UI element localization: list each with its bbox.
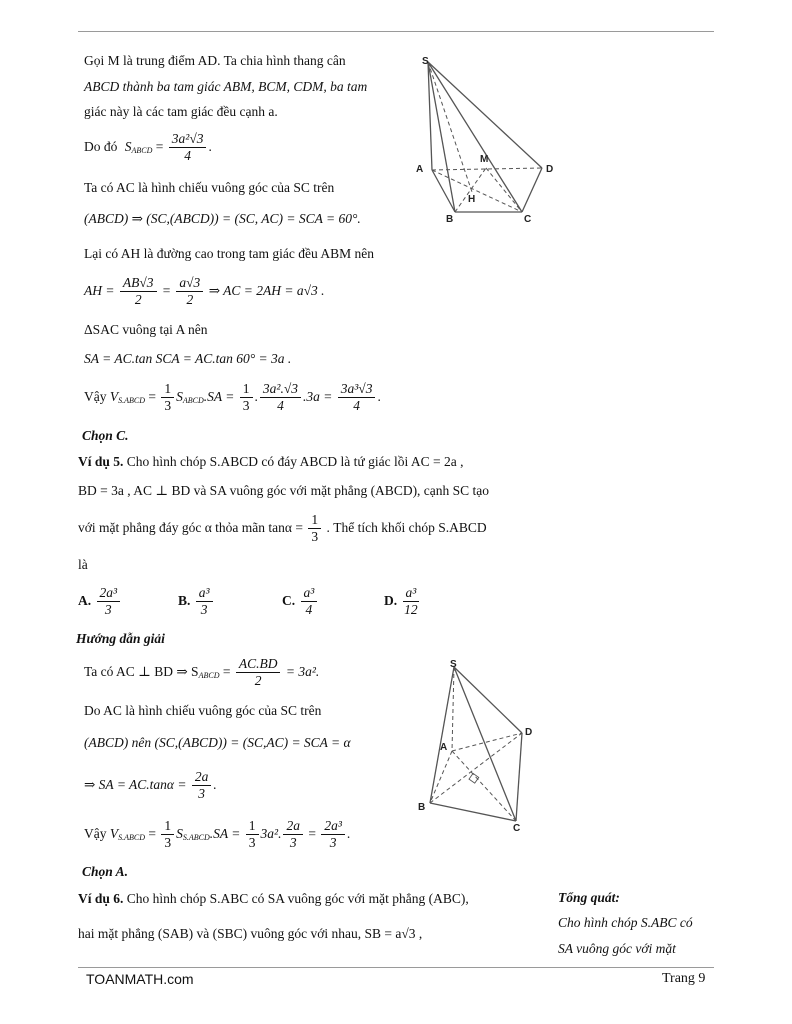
svg-text:A: A <box>440 742 448 753</box>
option-c: C. $\frac{\text{a³}}{4}$ <box>282 585 319 617</box>
example-5-line-2: BD = 3a , AC ⊥ BD và SA vuông góc với mặt phẳng (ABCD), cạnh SC tạo <box>78 483 490 498</box>
footer-page-number: Trang 9 <box>662 971 706 986</box>
fraction: $\frac{\text{a³}}{3}$ <box>196 585 213 617</box>
fraction: $\frac{\text{2a³}}{3}$ <box>321 818 345 850</box>
fraction: $\frac{a√3}{2}$ <box>176 275 203 307</box>
answer-choice: Chọn A. <box>82 864 129 879</box>
example-5-line-3: với mặt phẳng đáy góc α thỏa mãn tanα = $\frac{1}{3}$ . Thể tích khối chóp S.ABCD <box>78 512 487 544</box>
svg-text:H: H <box>468 194 476 205</box>
fraction: $\frac{1}{3}$ <box>308 512 321 544</box>
svg-text:S: S <box>422 56 429 67</box>
svg-text:M: M <box>480 154 489 165</box>
footer-site: TOANMATH.com <box>86 971 194 987</box>
subscript: ABCD <box>131 146 153 156</box>
svg-text:C: C <box>513 823 521 834</box>
formula-line: (ABCD) ⇒ (SC,(ABCD)) = (SC, AC) = SCA = 60°. <box>84 211 361 226</box>
text-line: ABCD thành ba tam giác ABM, BCM, CDM, ba tam <box>84 79 368 94</box>
fraction: $\frac{\text{3a³√3}}{4}$ <box>338 381 376 413</box>
option-a: A. $\frac{\text{2a³}}{3}$ <box>78 585 122 617</box>
example-label: Ví dụ 5. <box>78 454 124 469</box>
sidebar-line: SA vuông góc với mặt <box>558 941 676 956</box>
text: Do đó <box>84 138 118 154</box>
fraction: $\frac{\text{a³}}{4}$ <box>301 585 318 617</box>
example-5-line-4: là <box>78 557 88 572</box>
text-line: Lại có AH là đường cao trong tam giác đều ABM nên <box>84 246 375 261</box>
example-label: Ví dụ 6. <box>78 891 124 906</box>
sidebar-title: Tổng quát: <box>558 890 620 905</box>
svg-text:C: C <box>524 214 532 225</box>
text-line: giác này là các tam giác đều cạnh a. <box>84 104 278 119</box>
fraction: $\frac{AC.BD}{2}$ <box>236 656 281 688</box>
solution-line-2: Do AC là hình chiếu vuông góc của SC trên <box>84 703 322 718</box>
footer-rule <box>78 967 714 968</box>
symbol: S <box>124 138 132 154</box>
fraction: $\frac{\text{a³}}{12}$ <box>404 585 418 617</box>
svg-text:A: A <box>416 164 424 175</box>
fraction: $\frac{2a}{3}$ <box>192 769 212 801</box>
fraction: $\frac{\text{3a².√3}}{4}$ <box>260 381 301 413</box>
option-d: D. $\frac{\text{a³}}{12}$ <box>384 585 418 617</box>
formula-area: Do đó $S_{ABCD}$ = $\frac{\text{3a²√3}}{4}$ . <box>84 131 212 163</box>
example-5-line-1: Ví dụ 5. Cho hình chóp S.ABCD có đáy ABCD là tứ giác lồi AC = 2a , <box>78 454 464 469</box>
fraction: $\frac{1}{3}$ <box>240 381 253 413</box>
example-6-line-1: Ví dụ 6. Cho hình chóp S.ABC có SA vuông góc với mặt phẳng (ABC), <box>78 891 469 906</box>
svg-text:B: B <box>446 214 454 225</box>
formula-line: SA = AC.tan SCA = AC.tan 60° = 3a . <box>84 351 292 366</box>
svg-text:D: D <box>525 727 533 738</box>
header-rule <box>78 31 714 32</box>
svg-text:D: D <box>546 164 554 175</box>
pyramid-figure-2 <box>412 655 544 835</box>
svg-text:B: B <box>418 802 426 813</box>
fraction: $\frac{1}{3}$ <box>246 818 259 850</box>
text-line: ΔSAC vuông tại A nên <box>84 322 208 337</box>
fraction: $\frac{\text{2a³}}{3}$ <box>97 585 121 617</box>
svg-text:S: S <box>450 659 457 670</box>
fraction: $\frac{2a}{3}$ <box>283 818 303 850</box>
sidebar-line: Cho hình chóp S.ABC có <box>558 915 693 930</box>
fraction: $\frac{\text{3a²√3}}{4}$ <box>169 131 207 163</box>
fraction: $\frac{AB√3}{2}$ <box>120 275 157 307</box>
answer-choice: Chọn C. <box>82 428 129 443</box>
example-6-line-2: hai mặt phẳng (SAB) và (SBC) vuông góc với nhau, SB = a√3 , <box>78 926 423 941</box>
solution-heading: Hướng dẫn giải <box>76 631 165 646</box>
pyramid-figure-1 <box>410 50 570 225</box>
option-b: B. $\frac{\text{a³}}{3}$ <box>178 585 215 617</box>
text-line: Gọi M là trung điểm AD. Ta chia hình thang cân <box>84 53 346 68</box>
solution-line-4: ⇒ SA = AC.tanα = $\frac{2a}{3}$ . <box>84 769 217 801</box>
solution-line-1: Ta có AC ⊥ BD ⇒ $S_{ABCD}$ = $\frac{AC.BD}{2}$ = 3a². <box>84 656 320 688</box>
equals: = <box>155 138 164 154</box>
formula-volume: Vậy $V_{S.ABCD}$ = $\frac{1}{3}$ $S_{ABCD}.SA$ = $\frac{1}{3}$ . $\frac{\text{3a².√3}}{4}$ .3a = $\frac{\text{3a³√3}}{4}$ . <box>84 381 381 413</box>
solution-line-3: (ABCD) nên (SC,(ABCD)) = (SC,AC) = SCA = α <box>84 735 351 750</box>
fraction: $\frac{1}{3}$ <box>161 818 174 850</box>
fraction: $\frac{1}{3}$ <box>161 381 174 413</box>
text-line: Ta có AC là hình chiếu vuông góc của SC trên <box>84 180 335 195</box>
solution-line-5: Vậy $V_{S.ABCD}$ = $\frac{1}{3}$ $S_{S.ABCD}.SA$ = $\frac{1}{3}$ 3a². $\frac{2a}{3}$ = $\frac{\text{2a³}}{3}$ . <box>84 818 351 850</box>
formula-ah: AH = $\frac{AB√3}{2}$ = $\frac{a√3}{2}$ ⇒ AC = 2AH = a√3 . <box>84 275 325 307</box>
